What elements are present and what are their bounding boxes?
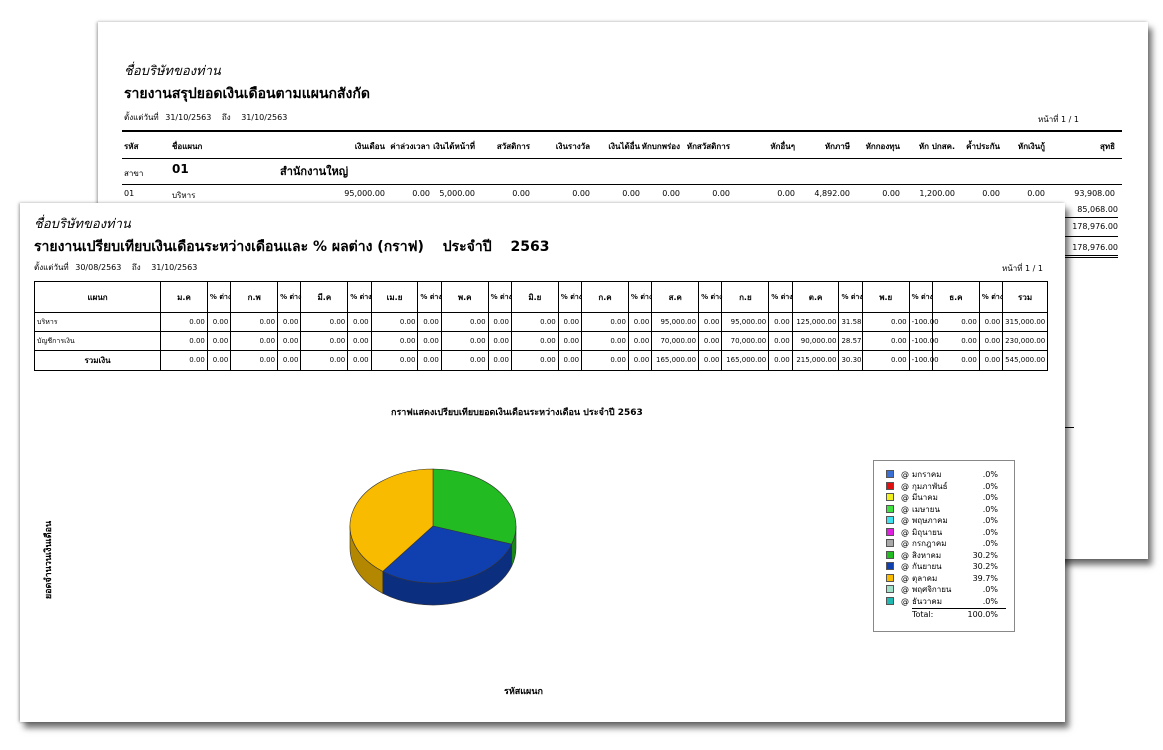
table-cell: 95,000.00 bbox=[344, 189, 385, 198]
pct-diff-header: % ต่าง bbox=[348, 282, 371, 313]
legend-label: ธันวาคม bbox=[912, 596, 942, 606]
month-header: มิ.ย bbox=[511, 282, 558, 313]
dept-name-cell: รวมเงิน bbox=[35, 351, 161, 371]
year-value: 2563 bbox=[510, 239, 550, 255]
legend-swatch bbox=[886, 470, 894, 478]
legend-percent: .0% bbox=[982, 493, 998, 502]
table-cell: 0.00 bbox=[1027, 189, 1045, 198]
legend-entry bbox=[886, 596, 1006, 607]
value-cell: 0.00 bbox=[207, 332, 230, 351]
pct-diff-header: % ต่าง bbox=[839, 282, 862, 313]
pct-diff-header: % ต่าง bbox=[488, 282, 511, 313]
pct-diff-header: % ต่าง bbox=[909, 282, 932, 313]
legend-swatch bbox=[886, 528, 894, 536]
value-cell: -100.00 bbox=[909, 351, 932, 371]
net-subtotal: 85,068.00 bbox=[1077, 205, 1118, 214]
column-header: หักภาษี bbox=[824, 142, 850, 151]
table-cell: 93,908.00 bbox=[1074, 189, 1115, 198]
column-header: สุทธิ bbox=[1099, 142, 1115, 151]
chart-legend bbox=[873, 460, 1015, 632]
legend-entry bbox=[886, 527, 1006, 538]
legend-percent: .0% bbox=[982, 527, 998, 537]
total-header: รวม bbox=[1003, 282, 1048, 313]
legend-entry bbox=[886, 550, 1006, 561]
value-cell: 0.00 bbox=[582, 351, 629, 371]
legend-at-symbol: @ bbox=[901, 527, 909, 537]
column-header: เงินรางวัล bbox=[555, 142, 590, 151]
legend-at-symbol: @ bbox=[901, 573, 909, 583]
legend-swatch bbox=[886, 585, 894, 593]
dept-name-cell: บริหาร bbox=[35, 313, 161, 332]
value-cell: 0.00 bbox=[511, 313, 558, 332]
value-cell: 0.00 bbox=[628, 351, 651, 371]
column-header: หักบกพร่อง bbox=[641, 142, 680, 151]
legend-label: มิถุนายน bbox=[912, 527, 943, 537]
pct-diff-header: % ต่าง bbox=[278, 282, 301, 313]
value-cell: 0.00 bbox=[558, 351, 581, 371]
legend-at-symbol: @ bbox=[901, 596, 909, 606]
legend-at-symbol: @ bbox=[901, 481, 909, 491]
value-cell: 0.00 bbox=[348, 313, 371, 332]
table-row bbox=[35, 332, 1048, 351]
legend-at-symbol: @ bbox=[901, 539, 909, 548]
table-cell: 0.00 bbox=[882, 189, 900, 198]
legend-at-symbol: @ bbox=[901, 585, 909, 594]
date-range bbox=[34, 261, 197, 274]
month-header: ส.ค bbox=[652, 282, 699, 313]
table-cell: 0.00 bbox=[622, 189, 640, 198]
value-cell: 0.00 bbox=[371, 313, 418, 332]
column-header: ค้ำประกัน bbox=[966, 142, 1000, 151]
legend-percent: .0% bbox=[982, 470, 998, 479]
date-to-label: ถึง bbox=[221, 113, 231, 122]
column-header: รหัส bbox=[124, 142, 139, 151]
value-cell: 0.00 bbox=[558, 332, 581, 351]
legend-label: ตุลาคม bbox=[912, 573, 938, 583]
table-row bbox=[35, 351, 1048, 371]
value-cell: 0.00 bbox=[207, 351, 230, 371]
value-cell: 31.58 bbox=[839, 313, 862, 332]
company-name: ชื่อบริษัทของท่าน bbox=[124, 64, 221, 79]
month-header: ต.ค bbox=[792, 282, 839, 313]
date-from-label: ตั้งแต่วันที่ bbox=[124, 113, 159, 122]
chart-title: กราฟแสดงเปรียบเทียบยอดเงินเดือนระหว่างเดือน ประจำปี 2563 bbox=[391, 408, 643, 418]
legend-percent: .0% bbox=[982, 585, 998, 594]
legend-swatch bbox=[886, 505, 894, 513]
date-to: 31/10/2563 bbox=[151, 263, 198, 272]
column-header: สวัสดิการ bbox=[496, 142, 530, 151]
table-cell: 1,200.00 bbox=[919, 189, 955, 198]
month-header: มี.ค bbox=[301, 282, 348, 313]
legend-swatch bbox=[886, 482, 894, 490]
value-cell: 0.00 bbox=[371, 332, 418, 351]
legend-at-symbol: @ bbox=[901, 504, 909, 514]
value-cell: 165,000.00 bbox=[652, 351, 699, 371]
value-cell: 95,000.00 bbox=[722, 313, 769, 332]
value-cell: 0.00 bbox=[862, 313, 909, 332]
legend-percent: .0% bbox=[982, 481, 998, 491]
legend-total-percent: 100.0% bbox=[967, 610, 998, 619]
value-cell: 0.00 bbox=[441, 313, 488, 332]
legend-entry bbox=[886, 515, 1006, 526]
value-cell: 0.00 bbox=[161, 332, 208, 351]
value-cell: -100.00 bbox=[909, 313, 932, 332]
value-cell: 125,000.00 bbox=[792, 313, 839, 332]
legend-total-label: Total: bbox=[912, 610, 934, 619]
legend-entry bbox=[886, 492, 1006, 503]
column-header: หักอื่นๆ bbox=[770, 142, 795, 151]
report-title: รายงานสรุปยอดเงินเดือนตามแผนกสังกัด bbox=[124, 86, 370, 102]
legend-swatch bbox=[886, 516, 894, 524]
value-cell: 28.57 bbox=[839, 332, 862, 351]
value-cell: 0.00 bbox=[231, 313, 278, 332]
month-header: เม.ย bbox=[371, 282, 418, 313]
value-cell: 0.00 bbox=[488, 332, 511, 351]
table-cell: 5,000.00 bbox=[439, 189, 475, 198]
legend-swatch bbox=[886, 597, 894, 605]
pct-diff-header: % ต่าง bbox=[558, 282, 581, 313]
date-from: 31/10/2563 bbox=[165, 113, 212, 122]
column-header: เงินได้หน้าที่ bbox=[433, 142, 475, 151]
value-cell: 0.00 bbox=[231, 351, 278, 371]
legend-swatch bbox=[886, 493, 894, 501]
value-cell: 0.00 bbox=[511, 332, 558, 351]
legend-label: กรกฎาคม bbox=[912, 539, 947, 548]
month-header: พ.ค bbox=[441, 282, 488, 313]
chart-y-label: ยอดจำนวนเงินเดือน bbox=[44, 520, 54, 600]
report-title-text: รายงานเปรียบเทียบเงินเดือนระหว่างเดือนและ % ผลต่าง (กราฟ) bbox=[34, 239, 424, 255]
year-label: ประจำปี bbox=[442, 239, 492, 255]
table-cell: 01 bbox=[124, 189, 135, 198]
value-cell: 0.00 bbox=[862, 351, 909, 371]
comparison-report-page bbox=[20, 203, 1065, 722]
value-cell: 0.00 bbox=[769, 351, 792, 371]
pct-diff-header: % ต่าง bbox=[769, 282, 792, 313]
value-cell: 0.00 bbox=[979, 313, 1002, 332]
value-cell: 90,000.00 bbox=[792, 332, 839, 351]
table-cell: 0.00 bbox=[572, 189, 590, 198]
value-cell: 0.00 bbox=[161, 313, 208, 332]
dept-header: แผนก bbox=[35, 282, 161, 313]
column-header: เงินได้อื่น bbox=[608, 142, 640, 151]
legend-percent: .0% bbox=[982, 539, 998, 548]
month-header: ก.พ bbox=[231, 282, 278, 313]
legend-percent: .0% bbox=[982, 516, 998, 525]
value-cell: 0.00 bbox=[278, 313, 301, 332]
legend-entry bbox=[886, 573, 1006, 584]
comparison-table bbox=[34, 281, 1048, 371]
company-name: ชื่อบริษัทของท่าน bbox=[34, 217, 131, 232]
value-cell: 0.00 bbox=[628, 332, 651, 351]
table-cell: 0.00 bbox=[412, 189, 430, 198]
month-header: ธ.ค bbox=[933, 282, 980, 313]
grand-total-rule bbox=[1058, 255, 1118, 258]
legend-entry bbox=[886, 481, 1006, 492]
value-cell: 0.00 bbox=[301, 351, 348, 371]
value-cell: 0.00 bbox=[933, 351, 980, 371]
row-total-cell: 545,000.00 bbox=[1003, 351, 1048, 371]
value-cell: 0.00 bbox=[441, 351, 488, 371]
value-cell: 0.00 bbox=[628, 313, 651, 332]
branch-total-rule bbox=[1058, 236, 1118, 237]
legend-label: สิงหาคม bbox=[912, 550, 942, 560]
column-header: หัก ปกสค. bbox=[918, 142, 955, 151]
table-cell: 0.00 bbox=[982, 189, 1000, 198]
value-cell: 0.00 bbox=[418, 351, 441, 371]
column-header: หักเงินกู้ bbox=[1017, 142, 1045, 151]
pct-diff-header: % ต่าง bbox=[418, 282, 441, 313]
value-cell: 70,000.00 bbox=[722, 332, 769, 351]
value-cell: 0.00 bbox=[699, 313, 722, 332]
pie-chart bbox=[340, 458, 550, 618]
value-cell: 30.30 bbox=[839, 351, 862, 371]
net-branch-total: 178,976.00 bbox=[1072, 222, 1118, 231]
value-cell: 0.00 bbox=[769, 332, 792, 351]
value-cell: 0.00 bbox=[582, 313, 629, 332]
table-cell: 0.00 bbox=[512, 189, 530, 198]
value-cell: 0.00 bbox=[301, 313, 348, 332]
net-grand-total: 178,976.00 bbox=[1072, 243, 1118, 252]
month-header: ก.ค bbox=[582, 282, 629, 313]
month-header: ก.ย bbox=[722, 282, 769, 313]
value-cell: 0.00 bbox=[301, 332, 348, 351]
legend-label: พฤศจิกายน bbox=[912, 585, 952, 594]
legend-label: พฤษภาคม bbox=[912, 516, 948, 525]
table-cell: 0.00 bbox=[662, 189, 680, 198]
legend-entry bbox=[886, 538, 1006, 549]
date-to: 31/10/2563 bbox=[241, 113, 288, 122]
legend-swatch bbox=[886, 574, 894, 582]
value-cell: 165,000.00 bbox=[722, 351, 769, 371]
legend-at-symbol: @ bbox=[901, 562, 909, 571]
legend-at-symbol: @ bbox=[901, 550, 909, 560]
page-number: หน้าที่ 1 / 1 bbox=[1038, 115, 1080, 124]
legend-percent: 30.2% bbox=[972, 562, 998, 571]
date-from-label: ตั้งแต่วันที่ bbox=[34, 263, 69, 272]
value-cell: 0.00 bbox=[862, 332, 909, 351]
legend-at-symbol: @ bbox=[901, 470, 909, 479]
value-cell: 0.00 bbox=[979, 351, 1002, 371]
date-range bbox=[124, 111, 287, 124]
column-header: ชื่อแผนก bbox=[172, 142, 203, 151]
date-to-label: ถึง bbox=[131, 263, 141, 272]
value-cell: 0.00 bbox=[161, 351, 208, 371]
legend-total bbox=[886, 609, 1006, 620]
report-title bbox=[34, 236, 549, 258]
table-cell: 0.00 bbox=[777, 189, 795, 198]
row-total-cell: 315,000.00 bbox=[1003, 313, 1048, 332]
column-header: หักกองทุน bbox=[865, 142, 900, 151]
header-bottom-rule bbox=[122, 158, 1122, 159]
column-header: ค่าล่วงเวลา bbox=[390, 142, 430, 151]
legend-entry bbox=[886, 504, 1006, 515]
legend-percent: 30.2% bbox=[972, 550, 998, 560]
value-cell: 95,000.00 bbox=[652, 313, 699, 332]
row-total-cell: 230,000.00 bbox=[1003, 332, 1048, 351]
chart-x-label: รหัสแผนก bbox=[504, 687, 543, 697]
pct-diff-header: % ต่าง bbox=[699, 282, 722, 313]
table-cell: บริหาร bbox=[172, 191, 196, 200]
legend-swatch bbox=[886, 551, 894, 559]
pct-diff-header: % ต่าง bbox=[979, 282, 1002, 313]
legend-swatch bbox=[886, 539, 894, 547]
value-cell: 0.00 bbox=[699, 332, 722, 351]
date-from: 30/08/2563 bbox=[75, 263, 122, 272]
legend-percent: .0% bbox=[982, 596, 998, 606]
value-cell: 0.00 bbox=[488, 313, 511, 332]
value-cell: 0.00 bbox=[348, 351, 371, 371]
value-cell: 0.00 bbox=[582, 332, 629, 351]
value-cell: 0.00 bbox=[278, 351, 301, 371]
column-header: เงินเดือน bbox=[354, 142, 385, 151]
month-header: พ.ย bbox=[862, 282, 909, 313]
legend-label: กุมภาพันธ์ bbox=[912, 481, 948, 491]
branch-name: สำนักงานใหญ่ bbox=[280, 165, 349, 178]
value-cell: 0.00 bbox=[371, 351, 418, 371]
value-cell: 0.00 bbox=[441, 332, 488, 351]
legend-entry bbox=[886, 469, 1006, 480]
value-cell: 0.00 bbox=[979, 332, 1002, 351]
value-cell: 215,000.00 bbox=[792, 351, 839, 371]
branch-code: 01 bbox=[172, 162, 189, 176]
value-cell: 0.00 bbox=[418, 332, 441, 351]
subtotal-rule bbox=[1058, 217, 1118, 218]
dept-name-cell: บัญชีการเงิน bbox=[35, 332, 161, 351]
legend-label: เมษายน bbox=[912, 504, 940, 514]
value-cell: 0.00 bbox=[418, 313, 441, 332]
value-cell: 70,000.00 bbox=[652, 332, 699, 351]
legend-swatch bbox=[886, 562, 894, 570]
value-cell: 0.00 bbox=[699, 351, 722, 371]
header-rule bbox=[122, 130, 1122, 132]
value-cell: 0.00 bbox=[488, 351, 511, 371]
legend-percent: 39.7% bbox=[972, 573, 998, 583]
legend-total-rule bbox=[912, 608, 1006, 609]
month-header: ม.ค bbox=[161, 282, 208, 313]
value-cell: 0.00 bbox=[278, 332, 301, 351]
column-header: หักสวัสดิการ bbox=[686, 142, 730, 151]
branch-label: สาขา bbox=[124, 169, 144, 178]
page-number: หน้าที่ 1 / 1 bbox=[1002, 264, 1044, 273]
table-header-row bbox=[35, 282, 1048, 313]
table-row bbox=[35, 313, 1048, 332]
branch-rule bbox=[122, 184, 1122, 185]
value-cell: 0.00 bbox=[933, 313, 980, 332]
value-cell: 0.00 bbox=[348, 332, 371, 351]
value-cell: 0.00 bbox=[933, 332, 980, 351]
value-cell: 0.00 bbox=[769, 313, 792, 332]
legend-label: มีนาคม bbox=[912, 493, 938, 502]
value-cell: -100.00 bbox=[909, 332, 932, 351]
pct-diff-header: % ต่าง bbox=[628, 282, 651, 313]
value-cell: 0.00 bbox=[231, 332, 278, 351]
table-cell: 0.00 bbox=[712, 189, 730, 198]
legend-percent: .0% bbox=[982, 504, 998, 514]
legend-label: กันยายน bbox=[912, 562, 942, 571]
value-cell: 0.00 bbox=[511, 351, 558, 371]
value-cell: 0.00 bbox=[207, 313, 230, 332]
table-cell: 4,892.00 bbox=[814, 189, 850, 198]
pct-diff-header: % ต่าง bbox=[207, 282, 230, 313]
legend-label: มกราคม bbox=[912, 470, 942, 479]
legend-at-symbol: @ bbox=[901, 516, 909, 525]
legend-entry bbox=[886, 584, 1006, 595]
legend-at-symbol: @ bbox=[901, 493, 909, 502]
value-cell: 0.00 bbox=[558, 313, 581, 332]
legend-entry bbox=[886, 561, 1006, 572]
